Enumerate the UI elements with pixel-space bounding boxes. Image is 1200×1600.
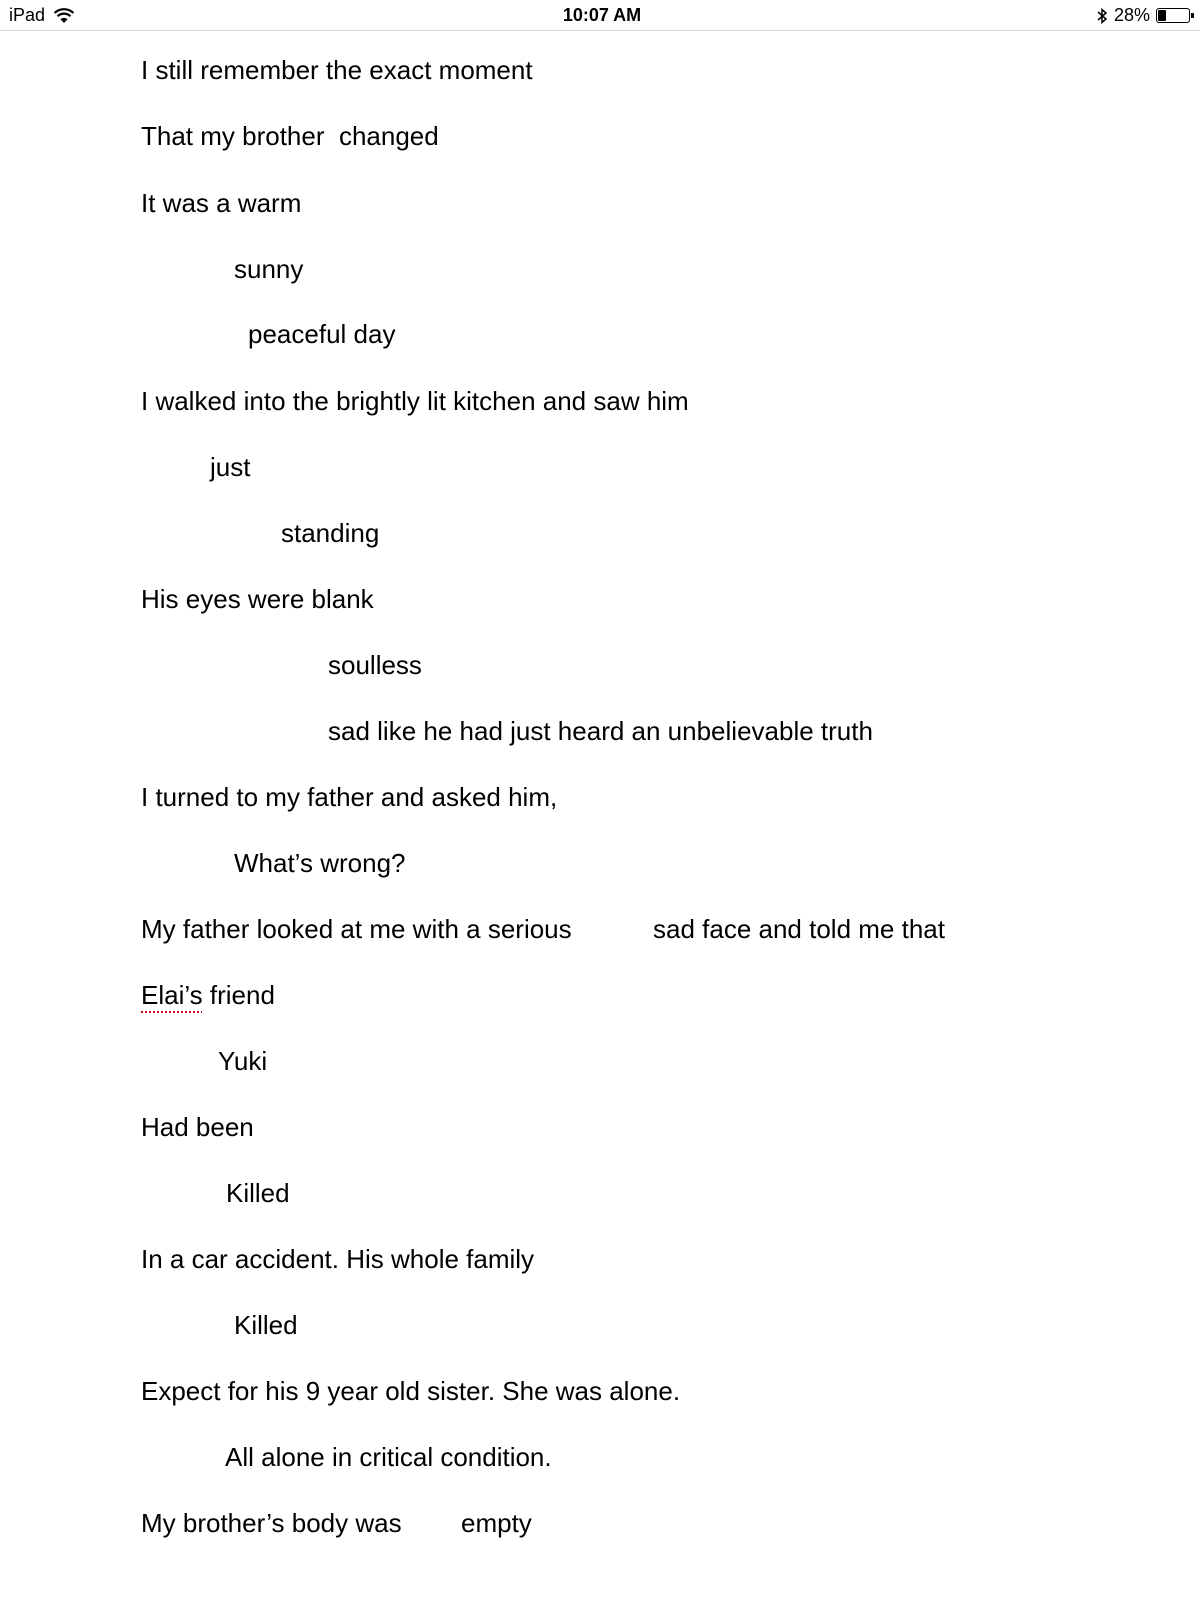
battery-percent: 28% — [1113, 5, 1150, 25]
doc-line: peaceful day — [248, 319, 396, 349]
doc-line: standing — [281, 518, 380, 548]
doc-line — [141, 979, 275, 1011]
doc-line: All alone in critical condition. — [225, 1442, 552, 1472]
doc-line: I walked into the brightly lit kitchen and saw him — [141, 386, 689, 416]
doc-line: In a car accident. His whole family — [141, 1244, 535, 1274]
doc-line: My brother’s body was — [141, 1508, 402, 1538]
doc-line: sunny — [234, 254, 304, 284]
doc-line: I still remember the exact moment — [141, 55, 533, 85]
status-time: 10:07 AM — [562, 5, 642, 25]
doc-line: Yuki — [218, 1046, 268, 1076]
doc-line: just — [210, 452, 251, 482]
doc-line-continuation: sad face and told me that — [653, 914, 945, 944]
doc-line-rest: friend — [202, 980, 275, 1010]
doc-line: Expect for his 9 year old sister. She was alone. — [141, 1376, 681, 1406]
doc-line: sad like he had just heard an unbelievable truth — [328, 716, 873, 746]
doc-line: Killed — [226, 1178, 290, 1208]
doc-line: I turned to my father and asked him, — [141, 782, 558, 812]
doc-line: My father looked at me with a serious — [141, 914, 572, 944]
device-name: iPad — [9, 5, 46, 25]
misspelled-word[interactable]: Elai’s — [141, 980, 203, 1010]
doc-line: What’s wrong? — [234, 848, 406, 878]
doc-line: That my brother changed — [141, 121, 439, 151]
doc-line: Had been — [141, 1112, 254, 1142]
doc-line: It was a warm — [141, 188, 302, 218]
doc-line-continuation: empty — [461, 1508, 532, 1538]
doc-line: His eyes were blank — [141, 584, 374, 614]
doc-line: soulless — [328, 650, 422, 680]
doc-line: Killed — [234, 1310, 298, 1340]
